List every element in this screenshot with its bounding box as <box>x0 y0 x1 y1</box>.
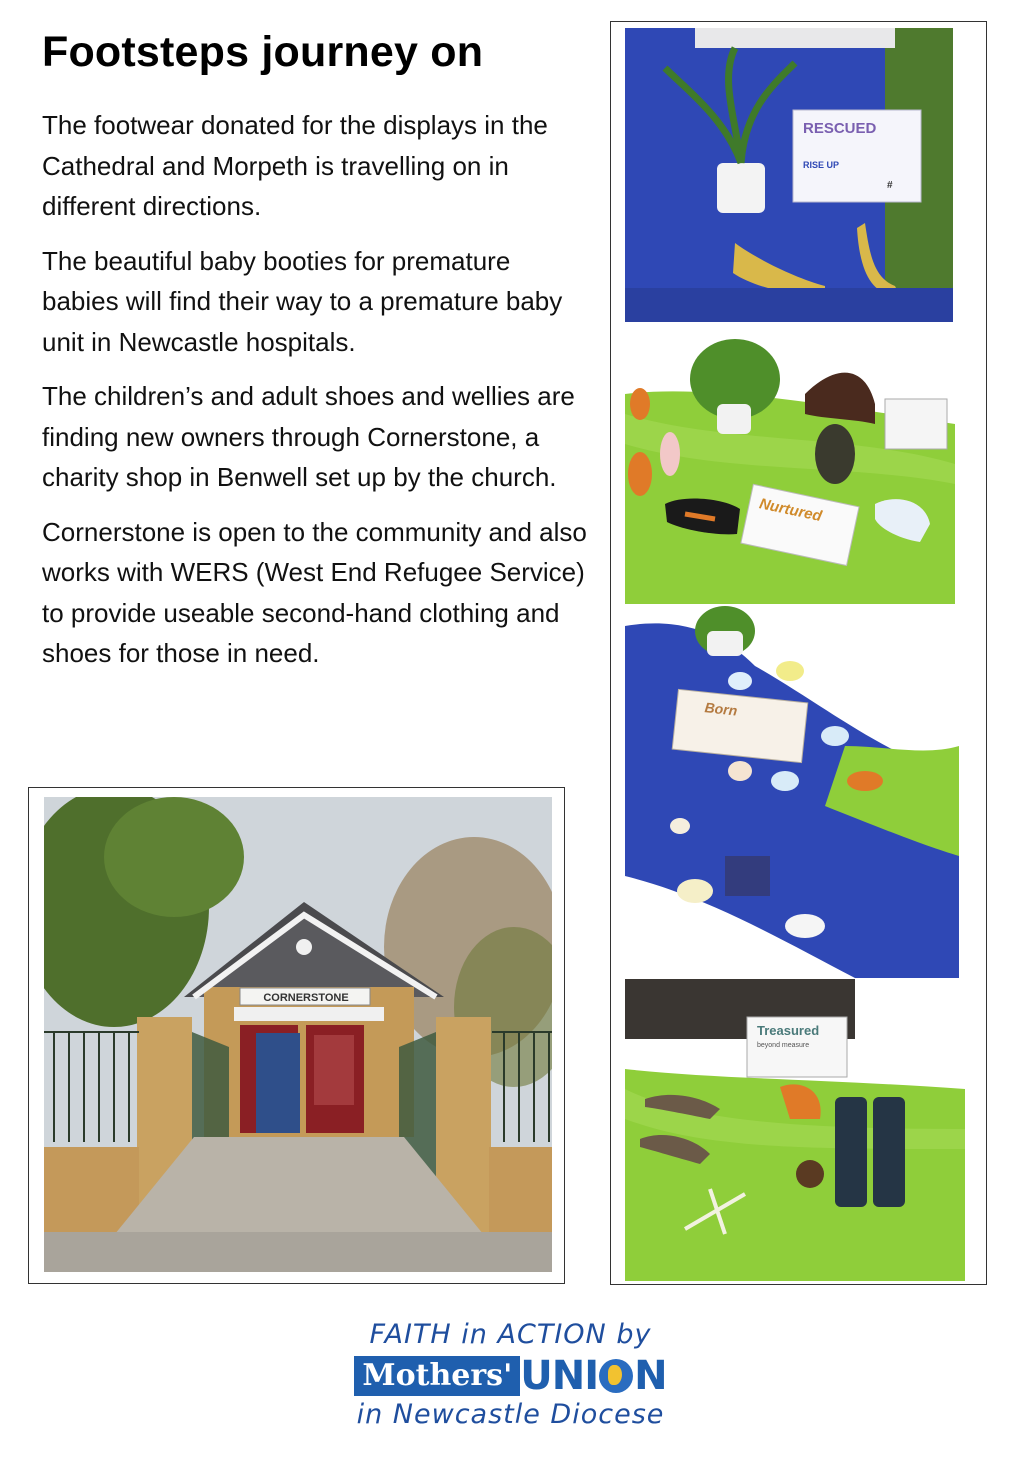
nurtured-label: Nurtured <box>757 495 824 526</box>
paragraph-4: Cornerstone is open to the community and also works with WERS (West End Refugee Service) to provide useable second-hand clothing and shoes for those in need. <box>42 516 587 668</box>
treasured-subtitle: beyond measure <box>757 1042 810 1049</box>
mothers-union-logo <box>338 1318 683 1436</box>
logo-faith-in-action: FAITH in ACTION by <box>369 1319 652 1350</box>
paragraph-1: The footwear donated for the displays in the Cathedral and Morpeth is travelling on in different directions. <box>42 110 548 221</box>
cornerstone-illustration <box>44 797 552 1272</box>
rescued-display-photo <box>625 28 953 322</box>
display-collage-frame <box>610 21 987 1285</box>
cornerstone-photo-frame <box>28 787 565 1284</box>
globe-icon <box>599 1359 633 1393</box>
article-body <box>42 105 592 688</box>
rescued-label: RESCUED <box>803 120 877 137</box>
paragraph-2: The beautiful baby booties for premature babies will find their way to a premature baby unit in Newcastle hospitals. <box>42 245 563 357</box>
nurtured-display-photo <box>625 324 955 604</box>
logo-union <box>520 1353 667 1399</box>
page-title: Footsteps journey on <box>42 28 484 76</box>
logo-newcastle-diocese: in Newcastle Diocese <box>356 1399 665 1430</box>
hashtag-label: # <box>887 180 893 191</box>
born-label: Born <box>703 699 739 719</box>
paragraph-3: The children’s and adult shoes and wellies are finding new owners through Cornerstone, a charity shop in Benwell set up by the church. <box>42 381 575 492</box>
logo-union-part2: N <box>634 1353 667 1399</box>
treasured-display-photo <box>625 979 965 1281</box>
rise-up-label: RISE UP <box>803 160 840 170</box>
cornerstone-sign: CORNERSTONE <box>263 992 349 1004</box>
logo-wordmark <box>354 1353 667 1399</box>
logo-union-part1: UNI <box>520 1353 599 1399</box>
logo-mothers: Mothers' <box>354 1356 520 1396</box>
treasured-label: Treasured <box>757 1023 820 1038</box>
cornerstone-photo <box>44 797 552 1272</box>
born-display-photo <box>625 606 959 978</box>
